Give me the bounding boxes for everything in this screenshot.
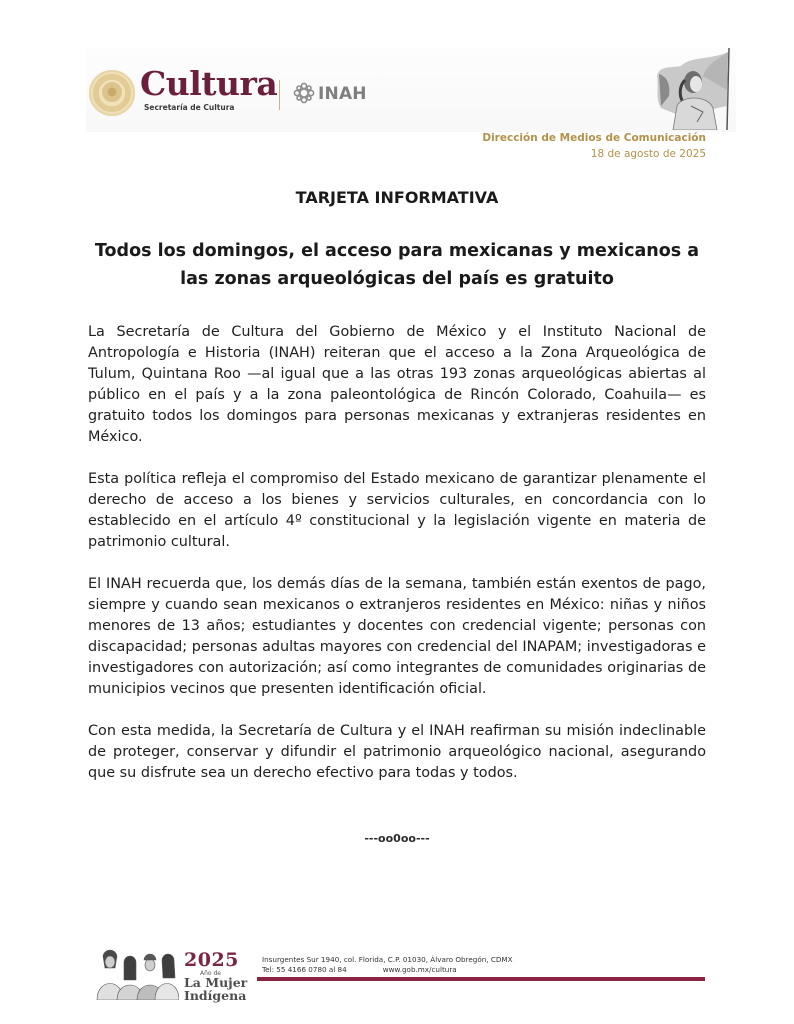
document-date: 18 de agosto de 2025 bbox=[590, 148, 706, 160]
heroine-with-flag-illustration-icon bbox=[651, 46, 731, 130]
footer-rule bbox=[257, 977, 705, 981]
logo-divider bbox=[279, 80, 280, 110]
footer-phone: Tel: 55 4166 0780 al 84 bbox=[262, 965, 347, 974]
cultura-wordmark: Cultura bbox=[140, 64, 278, 103]
year-number: 2025 bbox=[184, 949, 239, 971]
body-paragraph: Esta política refleja el compromiso del Estado mexicano de garantizar plenamente el derecho de acceso a los bienes y servicios culturales, en concordancia con lo establecido en el artículo 4º constitucional y la legislación vigente en materia de patrimonio cultural. bbox=[88, 471, 706, 550]
body-paragraph: El INAH recuerda que, los demás días de la semana, también están exentos de pago, siempre y cuando sean mexicanos o extranjeros residentes en México: niñas y niños menores de 13 años; estudiantes y docentes con credencial vigente; personas con discapacidad; personas adultas mayores con credencial del INAPAM; investigadoras e investigadores con autorización; así como integrantes de comunidades originarias de municipios vecinos que presenten identificación oficial. bbox=[88, 576, 706, 697]
department-name: Dirección de Medios de Comunicación bbox=[482, 132, 706, 144]
footer-contact bbox=[262, 965, 457, 975]
body-paragraph: Con esta medida, la Secretaría de Cultura y el INAH reafirman su misión indeclinable de proteger, conservar y difundir el patrimonio arqueológico nacional, asegurando que su disfrute sea un derecho efectivo para todas y todos. bbox=[88, 723, 706, 781]
secretaria-subtitle: Secretaría de Cultura bbox=[144, 103, 235, 112]
year-subtitle: Año de bbox=[200, 970, 221, 977]
document-type-heading: TARJETA INFORMATIVA bbox=[295, 188, 499, 207]
inah-emblem-icon bbox=[293, 82, 315, 104]
indigenous-women-illustration-icon bbox=[95, 948, 179, 1000]
mexico-coat-of-arms-seal-icon bbox=[89, 70, 135, 116]
year-title-line: Indígena bbox=[184, 988, 247, 1003]
footer-website-link[interactable]: www.gob.mx/cultura bbox=[382, 965, 457, 974]
document-body bbox=[88, 322, 706, 805]
closing-mark: ---oo0oo--- bbox=[364, 832, 430, 845]
body-paragraph: La Secretaría de Cultura del Gobierno de México y el Instituto Nacional de Antropología e Historia (INAH) reiteran que el acceso a la Zona Arqueológica de Tulum, Quintana Roo —al igual que a las otras 193 zonas arqueológicas abiertas al público en el país y a la zona paleontológica de Rincón Colorado, Coahuila— es gratuito todos los domingos para personas mexicanas y extranjeras residentes en México. bbox=[88, 324, 706, 445]
inah-wordmark: INAH bbox=[318, 84, 367, 104]
year-title-line: La Mujer bbox=[184, 975, 248, 990]
document-title: Todos los domingos, el acceso para mexicanas y mexicanos a las zonas arqueológicas del país es gratuito bbox=[94, 241, 700, 289]
year-title bbox=[184, 976, 247, 1002]
footer-address: Insurgentes Sur 1940, col. Florida, C.P. 01030, Álvaro Obregón, CDMX bbox=[262, 955, 513, 964]
